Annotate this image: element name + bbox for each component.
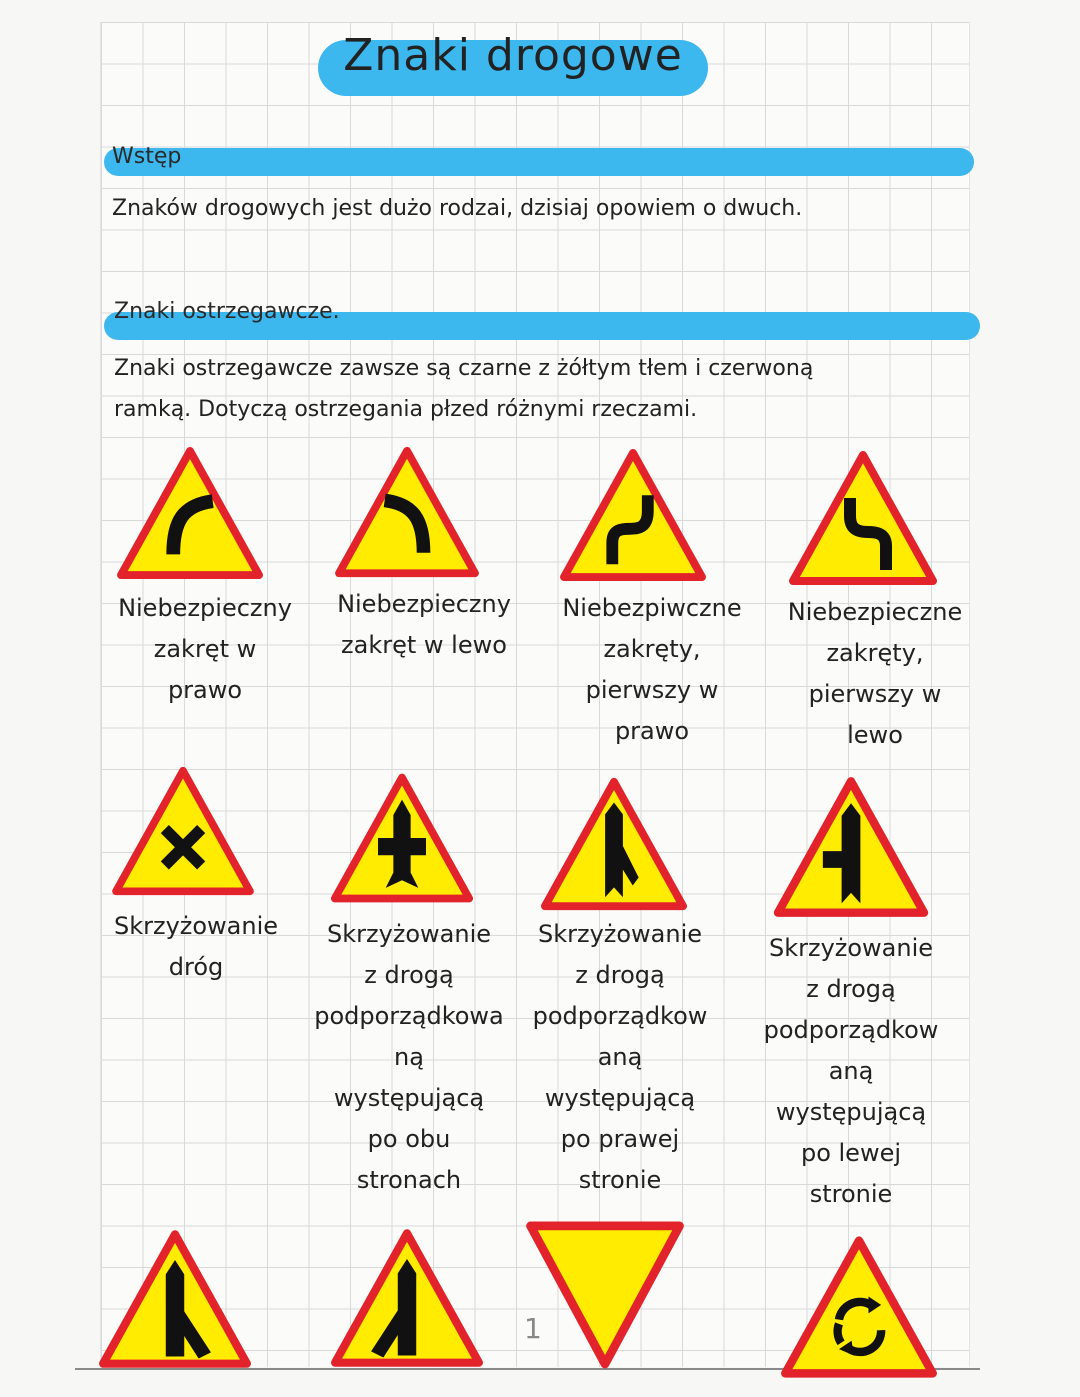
caption-line: ną xyxy=(394,1043,424,1071)
caption-double-curve-right xyxy=(552,588,752,752)
intro-heading-bar xyxy=(104,148,974,176)
caption-line: z drogą xyxy=(806,975,896,1003)
caption-line: Skrzyżowanie xyxy=(768,934,934,962)
caption-line: Niebezpieczny xyxy=(118,594,292,622)
roundabout-sign-icon xyxy=(780,1232,938,1382)
caption-line: stronie xyxy=(578,1166,662,1194)
double-curve-right-sign-icon xyxy=(558,446,708,584)
caption-line: zakręty, xyxy=(603,635,701,663)
caption-line: dróg xyxy=(168,953,224,981)
yield-sign-icon xyxy=(524,1218,686,1372)
caption-line: stronach xyxy=(356,1166,462,1194)
caption-line: Skrzyżowanie xyxy=(326,920,492,948)
page-number: 1 xyxy=(524,1312,542,1345)
caption-minor-road-right xyxy=(520,914,720,1201)
caption-line: po lewej xyxy=(800,1139,902,1167)
caption-line: Niebezpieczny xyxy=(337,590,511,618)
merge-right-sign-icon xyxy=(98,1226,252,1372)
caption-line: prawo xyxy=(167,676,243,704)
merge-left-sign-icon xyxy=(330,1226,484,1370)
caption-line: aną xyxy=(828,1057,874,1085)
caption-line: po obu xyxy=(367,1125,451,1153)
double-curve-left-sign-icon xyxy=(786,448,940,588)
caption-line: zakręt w lewo xyxy=(341,631,507,659)
warning-text-line-2: ramką. Dotyczą ostrzegania płzed różnymi rzeczami. xyxy=(114,397,698,422)
minor-road-left-sign-icon xyxy=(772,774,930,920)
caption-line: występującą xyxy=(544,1084,696,1112)
left-curve-sign-icon xyxy=(332,444,482,580)
caption-right-curve xyxy=(110,588,300,711)
caption-line: podporządkow xyxy=(532,1002,708,1030)
caption-line: prawo xyxy=(614,717,690,745)
caption-left-curve xyxy=(326,584,522,666)
caption-line: lewo xyxy=(847,721,903,749)
warning-text-line-1: Znaki ostrzegawcze zawsze są czarne z żółtym tłem i czerwoną xyxy=(114,356,814,381)
crossroads-sign-icon xyxy=(110,764,256,898)
caption-line: Skrzyżowanie xyxy=(537,920,703,948)
caption-line: podporządkow xyxy=(763,1016,939,1044)
caption-line: z drogą xyxy=(364,961,454,989)
right-curve-sign-icon xyxy=(114,444,266,582)
caption-line: z drogą xyxy=(575,961,665,989)
caption-line: występującą xyxy=(333,1084,485,1112)
caption-line: pierwszy w xyxy=(808,680,942,708)
caption-line: po prawej xyxy=(560,1125,680,1153)
caption-minor-road-both-sides xyxy=(306,914,512,1201)
minor-road-right-sign-icon xyxy=(540,774,688,914)
intro-heading: Wstęp xyxy=(112,144,182,169)
caption-line: podporządkowa xyxy=(314,1002,504,1030)
caption-line: Niebezpieczne xyxy=(787,598,963,626)
caption-line: stronie xyxy=(809,1180,893,1208)
page-title: Znaki drogowe xyxy=(343,30,683,81)
caption-line: występującą xyxy=(775,1098,927,1126)
caption-line: Niebezpiwczne xyxy=(562,594,742,622)
caption-line: pierwszy w xyxy=(585,676,719,704)
caption-minor-road-left xyxy=(748,928,954,1215)
caption-line: zakręt w xyxy=(153,635,257,663)
minor-road-both-sides-sign-icon xyxy=(330,770,474,906)
caption-double-curve-left xyxy=(776,592,974,756)
caption-line: aną xyxy=(597,1043,643,1071)
caption-line: zakręty, xyxy=(826,639,924,667)
caption-crossroads xyxy=(104,906,288,988)
intro-text: Znaków drogowych jest dużo rodzai, dzisiaj opowiem o dwuch. xyxy=(112,196,803,221)
caption-line: Skrzyżowanie xyxy=(113,912,279,940)
warning-heading: Znaki ostrzegawcze. xyxy=(114,299,340,324)
